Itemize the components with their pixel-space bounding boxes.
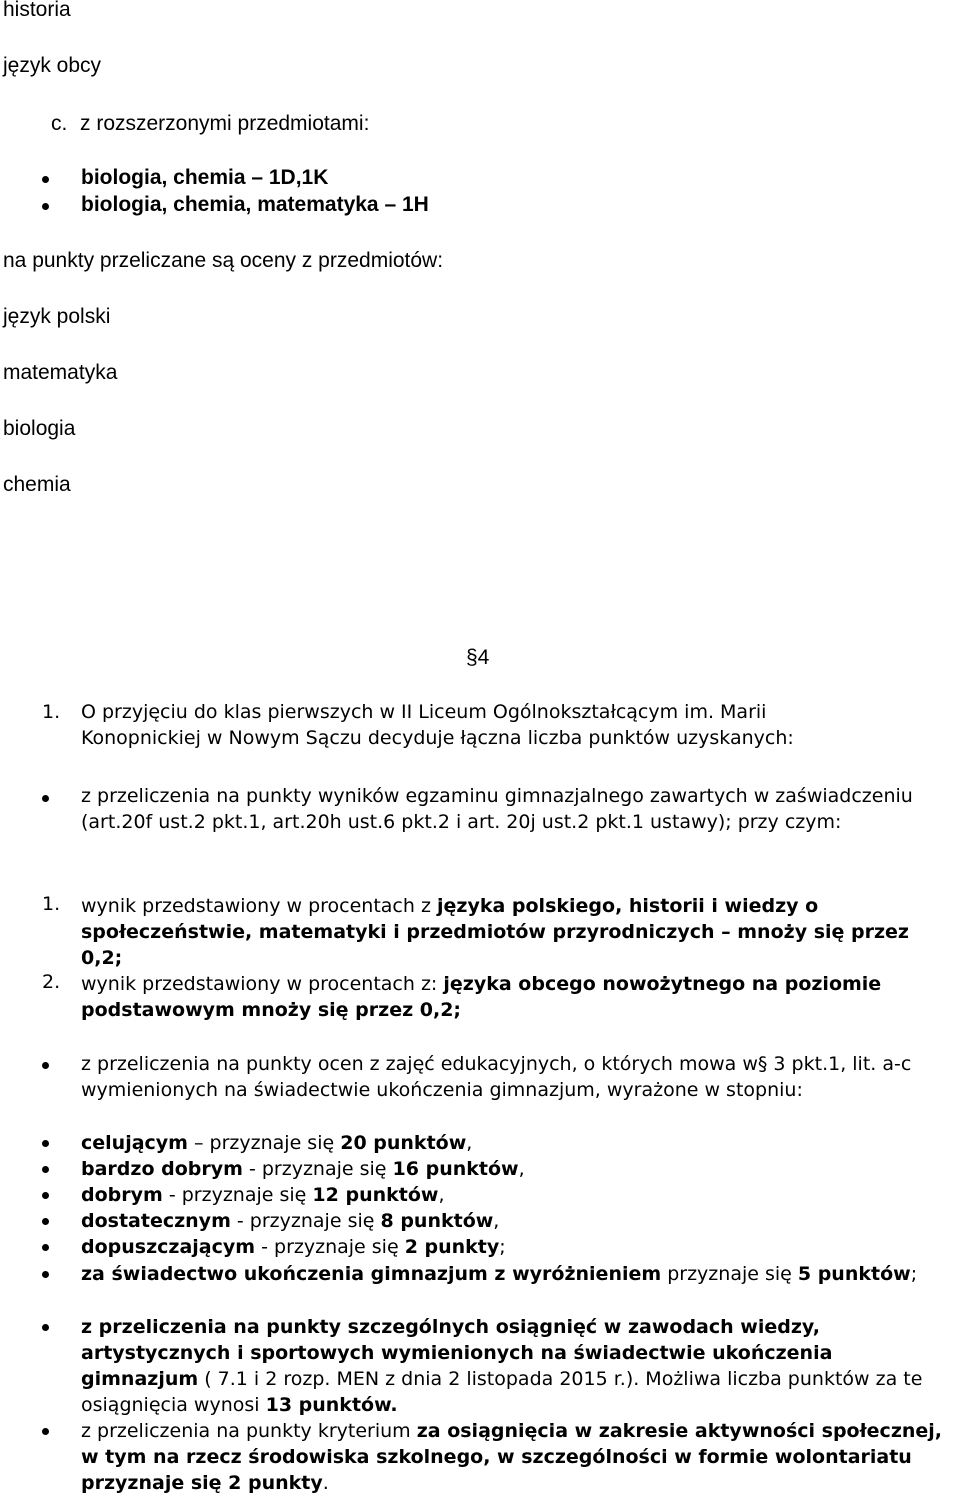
bullet-icon [42, 1244, 49, 1251]
extended-subjects-item: biologia, chemia – 1D,1K [81, 166, 329, 189]
grade-item [81, 1182, 951, 1208]
subject-line: matematyka [3, 361, 118, 384]
grade-points: 16 punktów [392, 1158, 519, 1180]
competitions-item [81, 1314, 951, 1418]
social-end: . [322, 1472, 329, 1494]
competitions-points: 13 punktów. [265, 1394, 398, 1416]
grade-name: celującym [81, 1132, 188, 1154]
result-item-2 [81, 971, 951, 1023]
grade-end: , [466, 1132, 473, 1154]
bullet-icon [42, 1428, 49, 1435]
distinction-mid: przyznaje się [661, 1263, 798, 1285]
bullet-icon [42, 1192, 49, 1199]
extended-subjects-item: biologia, chemia, matematyka – 1H [81, 193, 429, 216]
grade-sep: - przyznaje się [230, 1210, 381, 1232]
points-intro: na punkty przeliczane są oceny z przedmiotów: [3, 249, 444, 272]
grade-sep: – przyznaje się [187, 1132, 341, 1154]
grade-sep: - przyznaje się [255, 1236, 405, 1258]
bullet-icon [42, 1062, 49, 1069]
paragraph-line: O przyjęciu do klas pierwszych w II Liceum Ogólnokształcącym im. Marii [81, 701, 767, 723]
result-text: wynik przedstawiony w procentach z [81, 895, 437, 917]
grade-name: dostatecznym [81, 1210, 231, 1232]
distinction-bold: za świadectwo ukończenia gimnazjum z wyróżnieniem [81, 1263, 662, 1285]
subject-line: biologia [3, 417, 76, 440]
exam-results-item: z przeliczenia na punkty wyników egzaminu gimnazjalnego zawartych w zaświadczeniu (art.20f ust.2 pkt.1, art.20h ust.6 pkt.2 i art. 20j ust.2 pkt.1 ustawy); przy czym: [81, 785, 913, 833]
grade-end: , [518, 1158, 525, 1180]
bullet-icon [42, 1218, 49, 1225]
result-number: 1. [42, 893, 61, 915]
grade-points: 2 punkty [404, 1236, 500, 1258]
bullet-icon [42, 1271, 49, 1278]
social-activity-item [81, 1418, 951, 1496]
grade-item [81, 1208, 951, 1234]
subject-line: język polski [3, 305, 111, 328]
distinction-item [81, 1261, 951, 1287]
bullet-icon [42, 795, 49, 802]
grade-item [81, 1156, 951, 1182]
result-number: 2. [42, 971, 61, 993]
result-text: wynik przedstawiony w procentach z: [81, 973, 444, 995]
grade-points: 8 punktów [380, 1210, 494, 1232]
result-bold-text: języka polskiego, historii i wiedzy o społeczeństwie, matematyki i przedmiotów przyrodniczych – mnoży się przez 0,2; [81, 895, 909, 969]
grades-intro-item: z przeliczenia na punkty ocen z zajęć edukacyjnych, o których mowa w§ 3 pkt.1, lit. a-c wymienionych na świadectwie ukończenia gimnazjum, wyrażone w stopniu: [81, 1053, 912, 1101]
grade-item [81, 1234, 951, 1260]
paragraph-number: 1. [42, 701, 61, 723]
paragraph-line: Konopnickiej w Nowym Sączu decyduje łączna liczba punktów uzyskanych: [81, 727, 794, 749]
grade-name: dopuszczającym [81, 1236, 256, 1258]
distinction-points: 5 punktów [797, 1263, 911, 1285]
result-bold-text: języka obcego nowożytnego na poziomie podstawowym mnoży się przez 0,2; [81, 973, 882, 1021]
grade-name: dobrym [81, 1184, 163, 1206]
grade-item [81, 1130, 951, 1156]
bullet-icon [42, 1324, 49, 1331]
social-text: z przeliczenia na punkty kryterium [81, 1420, 417, 1442]
grade-name: bardzo dobrym [81, 1158, 243, 1180]
grade-points: 20 punktów [340, 1132, 467, 1154]
grade-points: 12 punktów [312, 1184, 439, 1206]
grade-sep: - przyznaje się [242, 1158, 393, 1180]
grade-end: , [493, 1210, 500, 1232]
bullet-icon [42, 176, 49, 183]
subject-line-jezyk-obcy: język obcy [3, 54, 102, 77]
section-c-title: z rozszerzonymi przedmiotami: [80, 112, 370, 135]
competitions-text: ( 7.1 i 2 rozp. MEN z dnia 2 listopada 2015 r.). Możliwa liczba punktów za te osiągnięcia wynosi [81, 1368, 923, 1416]
social-bold: za osiągnięcia w zakresie aktywności społecznej, w tym na rzecz środowiska szkolnego, w szczególności w formie wolontariatu przyznaje się 2 punkty [81, 1420, 943, 1494]
bullet-icon [42, 1140, 49, 1147]
grade-sep: - przyznaje się [162, 1184, 313, 1206]
section-mark: §4 [466, 646, 490, 669]
distinction-end: ; [910, 1263, 918, 1285]
subject-line: chemia [3, 473, 71, 496]
subject-line-historia: historia [3, 0, 71, 21]
grade-end: , [438, 1184, 445, 1206]
result-item-1 [81, 893, 951, 971]
bullet-icon [42, 1166, 49, 1173]
competitions-bold: z przeliczenia na punkty szczególnych osiągnięć w zawodach wiedzy, artystycznych i sportowych wymienionych na świadectwie ukończenia gimnazjum [81, 1316, 833, 1390]
bullet-icon [42, 203, 49, 210]
section-c-label: c. [51, 112, 68, 135]
grade-end: ; [499, 1236, 506, 1258]
